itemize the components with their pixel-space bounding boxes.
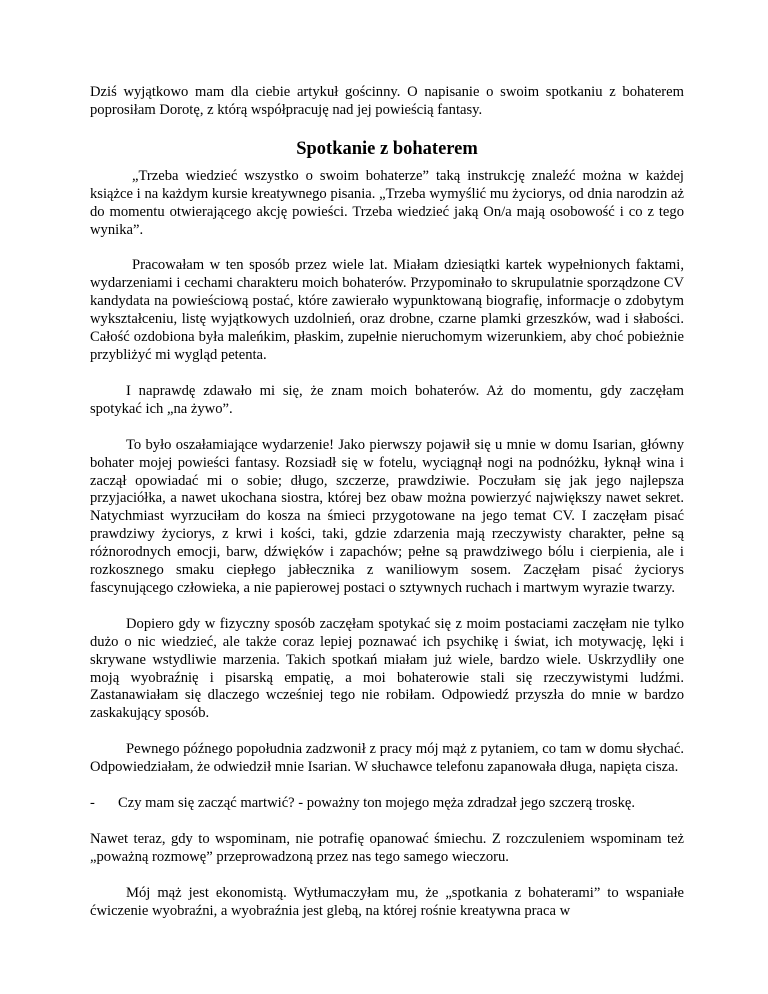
article-title: Spotkanie z bohaterem: [296, 138, 478, 159]
dialogue-dash: -: [90, 795, 95, 812]
paragraph-4: To było oszałamiające wydarzenie! Jako pierwszy pojawił się u mnie w domu Isarian, główny bohater mojej powieści fantasy. Rozsiadł się w fotelu, wyciągnął nogi na podnóżku, łyknął wina i zaczął opowiadać mi o sobie; długo, szczerze, prawdziwie. Poczułam się jak jego najlepsza przyjaciółka, a nawet ukochana siostra, której bez obaw można powierzyć największy nawet sekret. Natychmiast wyrzuciłam do kosza na śmieci przygotowane na jego temat CV. I zaczęłam pisać prawdziwy życiorys, z krwi i kości, taki, gdzie zdarzenia mają rzeczywisty charakter, pełne są różnorodnych emocji, barw, dźwięków i zapachów; pełne są prawdziwego bólu i cierpienia, ale i rozkosznego smaku ciepłego jabłecznika z waniliowym sosem. Zaczęłam pisać życiorys fascynującego człowieka, a nie papierowej postaci o sztywnych ruchach i martwym wyrazie twarzy.: [90, 436, 721, 596]
paragraph-1: „Trzeba wiedzieć wszystko o swoim bohaterze” taką instrukcję znaleźć można w każdej książce i na każdym kursie kreatywnego pisania. „Trzeba wymyślić mu życiorys, od dnia narodzin aż do momentu otwierającego akcję powieści. Trzeba wiedzieć jaką On/a mają osobowość i co z tego wynika”.: [90, 167, 684, 238]
paragraph-7: Nawet teraz, gdy to wspominam, nie potrafię opanować śmiechu. Z rozczuleniem wspominam też „poważną rozmowę” przeprowadzoną przez nas tego samego wieczoru.: [90, 831, 684, 865]
paragraph-5: Dopiero gdy w fizyczny sposób zaczęłam spotykać się z moim postaciami zaczęłam nie tylko dużo o nic wiedzieć, ale także coraz lepiej poznawać ich psychikę i świat, ich motywację, lęki i skrywane wstydliwie marzenia. Takich spotkań miałam już wiele, bardzo wiele. Uskrzydliły one moją wyobraźnię i pisarską empatię, a moi bohaterowie stali się rzeczywistymi ludźmi. Zastanawiałam się dlaczego wcześniej tego nie robiłam. Odpowiedź przyszła do mnie w bardzo zaskakujący sposób.: [90, 615, 684, 722]
paragraph-8: Mój mąż jest ekonomistą. Wytłumaczyłam mu, że „spotkania z bohaterami” to wspaniałe ćwiczenie wyobraźni, a wyobraźnia jest glebą, na której rośnie kreatywna praca w: [90, 884, 684, 919]
dialogue-text: Czy mam się zacząć martwić? - poważny ton mojego męża zdradzał jego szczerą troskę.: [118, 795, 636, 812]
paragraph-3: I naprawdę zdawało mi się, że znam moich bohaterów. Aż do momentu, gdy zaczęłam spotykać ich „na żywo”.: [90, 382, 684, 417]
dialogue-line: [90, 795, 684, 813]
document-page: [90, 84, 721, 939]
intro-paragraph: Dziś wyjątkowo mam dla ciebie artykuł gościnny. O napisanie o swoim spotkaniu z bohaterem poprosiłam Dorotę, z którą współpracuję nad jej powieścią fantasy.: [90, 84, 684, 118]
paragraph-6: Pewnego późnego popołudnia zadzwonił z pracy mój mąż z pytaniem, co tam w domu słychać. Odpowiedziałam, że odwiedził mnie Isarian. W słuchawce telefonu zapanowała długa, napięta cisza.: [90, 741, 684, 776]
paragraph-2: Pracowałam w ten sposób przez wiele lat. Miałam dziesiątki kartek wypełnionych faktami, wydarzeniami i cechami charakteru moich bohaterów. Przypominało to skrupulatnie sporządzone CV kandydata na powieściową postać, które zawierało wypunktowaną biografię, informacje o zdobytym wykształceniu, listę wyjątkowych uzdolnień, oraz drobne, czarne plamki grzeszków, wad i słabości. Całość ozdobiona była maleńkim, płaskim, zupełnie nieruchomym wizerunkiem, aby choć pobieżnie przybliżyć mi wygląd petenta.: [90, 257, 684, 363]
